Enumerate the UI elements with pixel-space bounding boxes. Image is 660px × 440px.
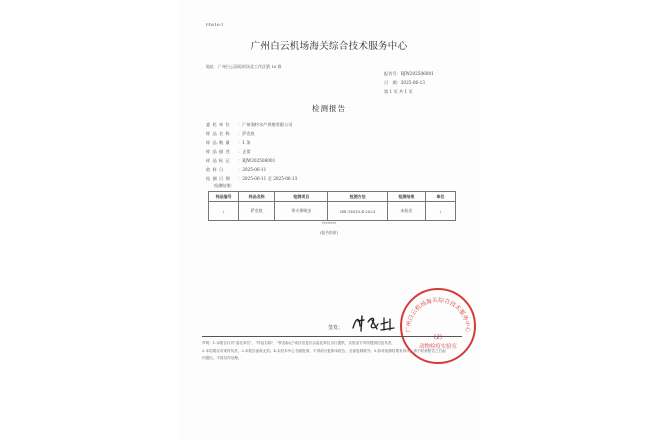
org-name: 广州白云机场海关综合技术服务中心	[250, 41, 408, 52]
field-value: 1 条	[242, 140, 251, 145]
field-value: BJW202506001	[242, 158, 276, 163]
field-sample-quantity: 样 品 数 量 ：1 条	[206, 140, 251, 145]
page-indicator: 第 1 页 共 1 页	[384, 89, 413, 94]
end-stars: ********	[322, 222, 336, 226]
cell-test-method: GB 31610.4-2023	[328, 202, 388, 221]
field-key: 收 样 日	[206, 167, 224, 172]
header-test-item: 检测项目	[275, 192, 328, 202]
report-date: 日 期：2025-06-13	[384, 80, 425, 85]
field-key: 样 品 数 量	[206, 140, 231, 145]
header-unit: 单位	[425, 192, 455, 202]
field-client: 委 托 单 位 ：广州润村水产养殖有限公司	[206, 122, 293, 127]
field-value: 正常	[242, 149, 251, 154]
field-value: 2025-06-11	[242, 167, 267, 172]
field-received-date: 收 样 日 ：2025-06-11	[206, 167, 267, 172]
seal-number: (2)	[433, 334, 443, 341]
results-table	[208, 191, 456, 221]
seal-middle-text: 动物检疫实验室	[419, 344, 457, 350]
field-value: 广州润村水产养殖有限公司	[242, 122, 293, 127]
disclaimer-notes	[202, 336, 462, 363]
cell-test-result: 未检出	[387, 202, 425, 221]
cell-test-item: 华支睾吸虫	[275, 202, 328, 221]
form-code: PD016-1	[206, 22, 224, 27]
field-key: 样 品 名 称	[206, 131, 231, 136]
cell-sample-name: 萨克鱼	[239, 202, 275, 221]
field-key: 样 品 描 述	[206, 149, 231, 154]
header-test-result: 检测结果	[387, 192, 425, 202]
field-sample-mark: 样 品 标 记 ：BJW202506001	[206, 158, 276, 163]
cell-sample-id: /	[209, 202, 239, 221]
note-line: 2.本结果仅对来样负责。3.本报告涂改无效。4.未经本中心书面批准，不得部分复制本报告。全部复制除外。5.如对检测结果有异议，请于收到报告之日起	[202, 348, 446, 353]
results-label: 检测结果：	[214, 183, 235, 188]
field-sample-description: 样 品 描 述 ：正常	[206, 149, 251, 154]
note-line: 声明：1.本报告仅对"委托单位"、"样品名称"、"样品标记"项目信息仅由委托单位自行提供，实验室不对所提供信息负责。	[202, 341, 396, 345]
field-value: 2025-06-11 至 2025-06-13	[242, 176, 298, 181]
handwritten-signature	[350, 312, 402, 334]
signature-label: 签发：	[328, 325, 344, 331]
seal-top-text: 广州白云机场海关综合技术服务中心	[405, 297, 471, 333]
report-number: 报告号：BJW202506001	[384, 71, 434, 76]
field-key: 检 测 日 期	[206, 176, 231, 181]
header-test-method: 检测方法	[328, 192, 388, 202]
page-title: 检测报告	[312, 104, 346, 113]
field-key: 样 品 标 记	[206, 158, 231, 163]
field-key: 委 托 单 位	[206, 122, 231, 127]
cell-unit: /	[425, 202, 455, 221]
field-test-date: 检 测 日 期 ：2025-06-11 至 2025-06-13	[206, 176, 298, 181]
header-sample-id: 样品编号	[209, 192, 239, 202]
table-header-row	[209, 192, 456, 202]
table-row	[209, 202, 456, 221]
field-sample-name: 样 品 名 称 ：萨克鱼	[206, 131, 255, 136]
end-of-report: (报告结束)	[319, 230, 339, 235]
header-sample-name: 样品名称	[239, 192, 275, 202]
report-page	[178, 0, 480, 440]
field-value: 萨克鱼	[242, 131, 255, 136]
address: 地址：广州白云国际机场北工作区猎 16 路	[206, 64, 282, 69]
note-line: 内提出，不再另作处理。	[202, 356, 242, 360]
